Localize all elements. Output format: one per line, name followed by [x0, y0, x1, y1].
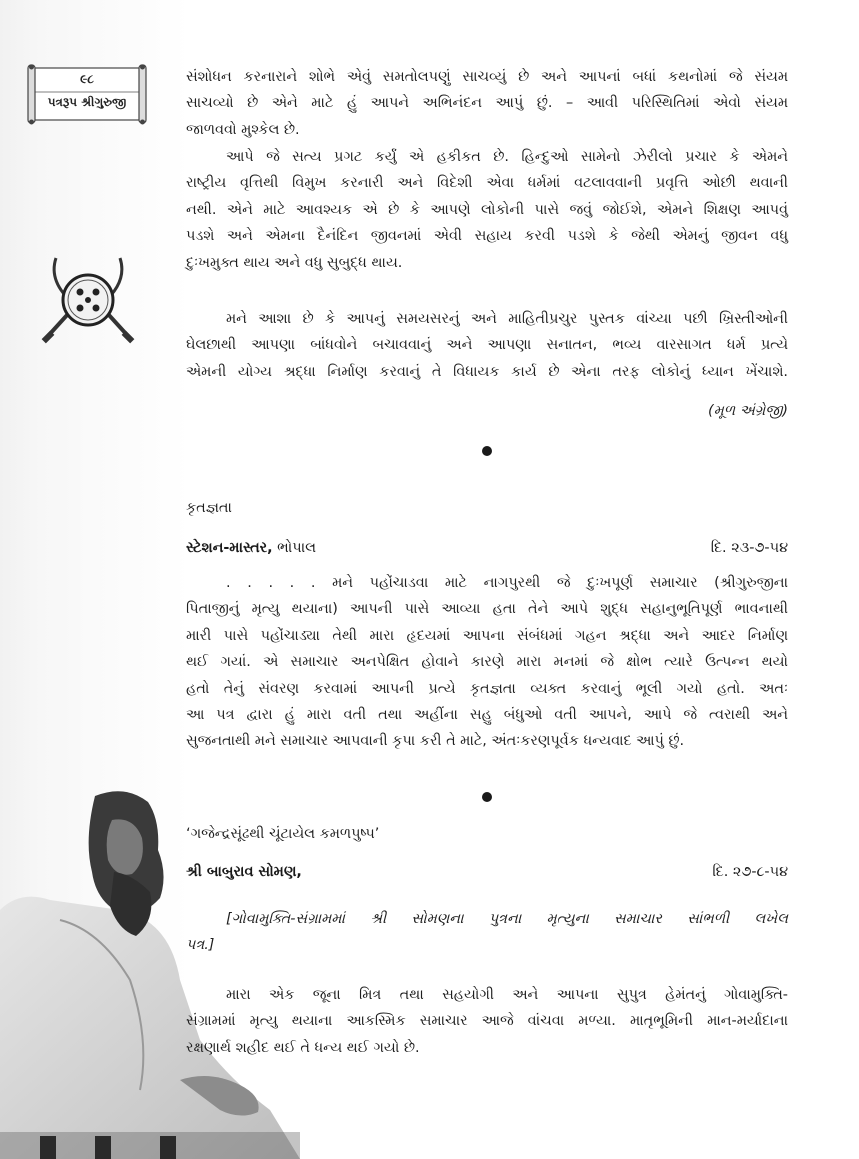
text-line: જાળવવો મુશ્કેલ છે. — [186, 121, 300, 138]
letter3-sender: શ્રી બાબુરાવ સોમણ, — [186, 864, 302, 880]
section-separator — [482, 792, 492, 802]
letter3-date: દિ. ૨૭-૮-૫૪ — [712, 864, 788, 880]
text-line: સાચવ્યો છે એને માટે હું આપને અભિનંદન આપું છું. – આવી પરિસ્થિતિમાં એવો સંયમ — [186, 95, 788, 112]
text-line: રક્ષણાર્થ શહીદ થઈ તે ધન્ય થઈ ગયો છે. — [186, 1039, 420, 1056]
letter2-place: ભોપાલ — [277, 540, 316, 556]
letter2-date: દિ. ૨૩-૭-૫૪ — [710, 540, 788, 556]
page-number: ૯૮ — [80, 72, 94, 86]
letter2-sender: સ્ટેશન-માસ્તર, — [186, 540, 273, 556]
text-line: [ગોવામુક્તિ-સંગ્રામમાં શ્રી સોમણના પુત્રના મૃત્યુના સમાચાર સાંભળી લખેલ — [226, 911, 788, 927]
text-line: મારા એક જૂના મિત્ર તથા સહયોગી અને આપના સુપુત્ર હેમંતનું ગોવામુક્તિ- — [226, 987, 788, 1003]
letter3-sender-row — [186, 864, 788, 880]
letter1-paragraph2 — [186, 144, 788, 276]
text-line: નથી. એને માટે આવશ્યક એ છે કે આપણે લોકોની પાસે જવું જોઈશે, એમને શિક્ષણ આપવું — [186, 201, 788, 218]
letter2-sender-row — [186, 540, 788, 556]
text-line: મને આશા છે કે આપનું સમયસરનું અને માહિતીપ્રચુર પુસ્તક વાંચ્યા પછી ખ્રિસ્તીઓની — [226, 311, 788, 327]
shield-swords-icon — [38, 252, 138, 344]
text-line: રાષ્ટ્રીય વૃત્તિથી વિમુખ કરનારી અને વિદેશી એવા ધર્મમાં વટલાવવાની પ્રવૃત્તિ ઓછી થવાની — [186, 175, 788, 192]
letter2-body — [186, 570, 788, 755]
letter3-heading: ‘ગજેન્દ્રસૂંઢથી ચૂંટાયેલ કમળપુષ્પ’ — [186, 826, 380, 842]
text-line: . . . . . મને પહોંચાડવા માટે નાગપુરથી જે દુઃખપૂર્ણ સમાચાર (શ્રીગુરુજીના — [226, 575, 788, 591]
text-line: મારી પાસે પહોંચાડ્યા તેથી મારા હૃદયમાં આપના સંબંધમાં ગહન શ્રદ્ધા અને આદર નિર્માણ — [186, 627, 788, 644]
letter3-body — [186, 982, 788, 1061]
text-line: સંગ્રામમાં મૃત્યુ થયાના આકસ્મિક સમાચાર આજે વાંચવા મળ્યા. માતૃભૂમિની માન-મર્યાદાના — [186, 1013, 788, 1030]
section-separator — [482, 446, 492, 456]
text-line: આ પત્ર દ્વારા હું મારા વતી તથા અહીંના સહુ બંધુઓ વતી આપને, આપે જે ત્વરાથી અને — [186, 707, 788, 724]
scroll-header — [26, 64, 156, 126]
letter2-heading: કૃતજ્ઞતા — [186, 500, 232, 516]
text-line: આપે જે સત્ય પ્રગટ કર્યું એ હકીકત છે. હિન્દુઓ સામેનો ઝેરીલો પ્રચાર કે એમને — [226, 149, 788, 165]
text-line: એમની યોગ્ય શ્રદ્ધા નિર્માણ કરવાનું તે વિધાયક કાર્ય છે એના તરફ લોકોનું ધ્યાન ખેંચાશે. — [186, 363, 788, 380]
book-title: પત્રરૂપ શ્રીગુરુજી — [47, 95, 127, 109]
text-line: દુઃખમુક્ત થાય અને વધુ સુબુદ્ધ થાય. — [186, 254, 403, 271]
text-line: હતો તેનું સંવરણ કરવામાં આપની પ્રત્યે કૃતજ્ઞતા વ્યક્ત કરવાનું ભૂલી ગયો હતો. અતઃ — [186, 680, 788, 697]
letter3-context-note — [186, 906, 788, 959]
text-line: સંશોધન કરનારાને શોભે એવું સમતોલપણું સાચવ્યું છે અને આપનાં બધાં કથનોમાં જે સંયમ — [186, 69, 788, 85]
text-line: પડશે અને એમના દૈનંદિન જીવનમાં એવી સહાય કરવી પડશે કે જેથી એમનું જીવન વધુ — [186, 228, 788, 245]
letter1-paragraph3 — [186, 306, 788, 385]
text-line: થઈ ગયાં. એ સમાચાર અનપેક્ષિત હોવાને કારણે મારા મનમાં જે ક્ષોભ ત્યારે ઉત્પન્ન થયો — [186, 654, 788, 671]
text-line: ઘેલછાથી આપણા બાંધવોને બચાવવાનું અને આપણા સનાતન, ભવ્ય વારસાગત ધર્મ પ્રત્યે — [186, 337, 788, 354]
letter1-paragraph1 — [186, 64, 788, 143]
text-line: પત્ર.] — [186, 937, 215, 954]
text-line: સુજનતાથી મને સમાચાર આપવાની કૃપા કરી તે માટે, અંતઃકરણપૂર્વક ધન્યવાદ આપું છું. — [186, 733, 685, 750]
text-line: પિતાજીનું મૃત્યુ થયાના) આપની પાસે આવ્યા હતા તેને આપે શુદ્ધ સહાનુભૂતિપૂર્ણ ભાવનાથી — [186, 601, 788, 618]
original-language-note: (મૂળ અંગ્રેજી) — [708, 403, 788, 419]
